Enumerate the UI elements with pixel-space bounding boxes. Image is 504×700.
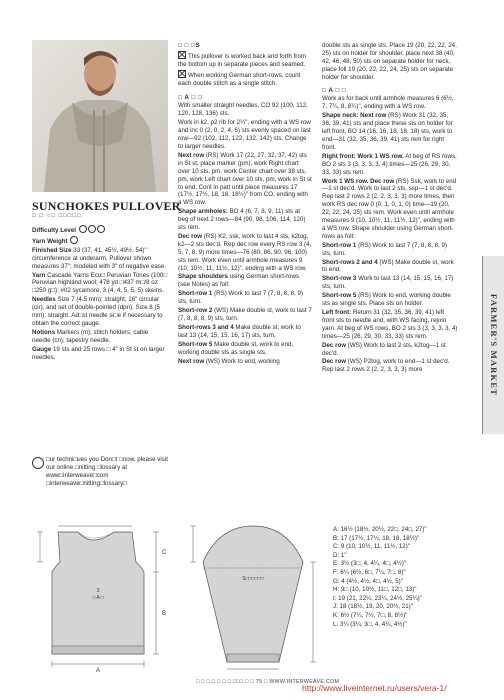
dim-b-label: B xyxy=(162,611,167,617)
notions-info: Notions Markers (m); stitch holders; cable needle (cn); tapestry needle. xyxy=(32,328,149,344)
paragraph: Next row (WS) Work to end, working xyxy=(178,357,280,365)
yarn-weight: Yarn Weight xyxy=(32,236,168,246)
glossary-note: □ur techni□ues you Don□t □now, please visit our online □nitting □lossary at www□interweave□com □interweave□nitting□lossary□ xyxy=(32,456,172,488)
legend-item: D: 1" xyxy=(333,551,347,559)
paragraph: Right front: Work 1 WS row. At beg of RS rows, BO 2 sts 3 (3, 3, 3, 3, 4) times—25 (26, 29, 30, 33, 33) sts rem. xyxy=(322,152,457,176)
body-schematic xyxy=(32,522,177,675)
measurement-legend xyxy=(333,526,473,629)
legend-item: C: 9 (10, 10½, 11, 11½, 12)" xyxy=(333,543,410,551)
paragraph: Shape armholes: BO 4 (6, 7, 8, 9, 11) sts at beg of next 2 rows—84 (90, 98, 106, 114, 120) sts rem. xyxy=(178,208,306,232)
front-heading: □ A □ □ xyxy=(322,86,347,94)
bullet-box-icon xyxy=(178,70,186,78)
paragraph: double sts as single sts. Place 19 (20, 22, 22, 24, 25) sts on holder for shoulder, place next 38 (40, 42, 46, 48, 50) sts on separate holder for neck, place foll 19 (20, 22, 22, 24, 25) sts on separate holder for shoulder. xyxy=(322,42,457,81)
paragraph: Shape neck: Next row (RS) Work 31 (32, 35, 36, 39, 41) sts and place these sts on holder for left front, BO 14 (16, 16, 18, 18, 18) sts, work to end—31 (32, 35, 36, 39, 41) sts rem for right front. xyxy=(322,112,453,151)
paragraph: Work in k2, p2 rib for 2¼", ending with a WS row and inc 0 (2, 0, 2, 4, 6) sts evenly spaced on last row—92 (102, 112, 122, 132, 142) sts. Change to larger needles. xyxy=(178,119,311,150)
legend-item: G: 4 (4½, 4½, 4□, 4½, 5)" xyxy=(333,577,403,585)
paragraph: Short-row 5 Make double st, work to end, working double sts as single sts. xyxy=(178,340,294,356)
materials-column xyxy=(32,225,168,363)
paragraph: Short-rows 3 and 4 Make double st, work to last 13 (14, 15, 15, 16, 17) sts, turn. xyxy=(178,323,301,339)
yarn-weight-icon xyxy=(69,238,78,245)
section-sidebar xyxy=(482,256,504,434)
paragraph: Work 1 WS row. Dec row (RS) Ssk, work to end—1 st dec'd. Work to last 2 sts, ssp—1 st dec'd. Rep last 2 rows 2 (2, 2, 3, 3, 3) more times, then work RS dec row 0 (0, 1, 0, 1, 0) time—19 (20, 22, 22, 24, 25) sts rem. Work even until armhole measures 9 (10, 10½, 11, 11½, 12)", ending with a WS row. Shape shoulder using German short-rows as foll: xyxy=(322,177,457,240)
finished-size: Finished Size 33 (37, 41, 45½, 49½, 54)" circumference at underarm. Pullover shown measures 37"; modeled with 3" of negative ease. xyxy=(32,246,167,270)
difficulty-icon xyxy=(78,227,105,234)
paragraph: Shape shoulders using German short-rows (see Notes) as foll: xyxy=(178,273,300,289)
dim-a-label: A xyxy=(95,668,101,674)
paragraph: Dec row (WS) Work to last 2 sts, k2tog—1 st dec'd. xyxy=(322,341,446,357)
page-footer: □ □ □ □ □ □ □ □□□ □ □ 75 □ WWW.INTERWEAVE.COM xyxy=(196,679,340,685)
paragraph: Work as for back until armhole measures 6 (6½, 7, 7¼, 8, 8¼)", ending with a WS row. xyxy=(322,95,454,111)
legend-item: J: 18 (18½, 19, 20, 20½, 21)" xyxy=(333,603,413,611)
paragraph: Short-rows 2 and 4 (WS) Make double st, work to end. xyxy=(322,258,454,274)
legend-item: K: 6½ (7¼, 7½, 7□, 8, 8½)" xyxy=(333,611,408,619)
needles-info: Needles Size 7 (4.5 mm): straight, 16" circular (cir), and set of double-pointed (dpn). Size 8 (5 mm): straight. Ad□st needle si□e if necessary to obtain the correct gauge. xyxy=(32,296,163,327)
sleeve-label: S□□□□□□ xyxy=(242,576,264,582)
legend-item: I: 19 (21, 22¼, 23¼, 24½, 25¼)" xyxy=(333,594,422,602)
paragraph: Short-row 3 Work to last 13 (14, 15, 15, 16, 17) sts, turn. xyxy=(322,275,454,291)
paragraph: Dec row (RS) K2, ssk, work to last 4 sts, k2tog, k2—2 sts dec'd. Rep dec row every RS row 3 (4, 5, 7, 8, 9) more times—76 (80, 86, 90, 96, 100) sts rem. Work even until armhole measures 9 (10, 10½, 11, 11½, 12)", ending with a WS row. xyxy=(178,232,312,272)
dim-c-label: C xyxy=(162,550,167,556)
model-photo xyxy=(32,40,168,192)
source-url[interactable]: http://www.liveinternet.ru/users/vera-1/ xyxy=(302,683,447,693)
difficulty-level: Difficulty Level xyxy=(32,225,168,235)
legend-item: A: 16½ (18½, 20½, 22□, 24□, 27)" xyxy=(333,526,427,533)
paragraph: Dec row (WS) P2tog, work to end—1 st dec'd. Rep last 2 rows 2 (2, 2, 3, 3, 3) more xyxy=(322,358,450,374)
pattern-title: SUNCHOKES PULLOVER xyxy=(32,199,181,213)
instructions-column-3 xyxy=(322,42,458,375)
back-heading: □ A □ □ xyxy=(178,93,203,101)
gauge-info: Gauge 19 sts and 25 rows □ 4" in St st on larger needles. xyxy=(32,345,165,361)
bullet-box-icon xyxy=(178,51,186,59)
yarn-info: Yarn Cascade Yarns Eco□ Peruvian Tones (100□ Peruvian highland wool; 478 yd □437 m□/8 oz □250 g□): #02 sycamore, 3 (4, 4, 5, 5, 5) skeins. xyxy=(32,271,168,295)
paragraph: Short-row 5 (RS) Work to end, working double sts as single sts. Place sts on holder. xyxy=(322,292,451,308)
note-item: When working German short-rows, count each double stitch as a single stitch. xyxy=(178,71,301,87)
instructions-column-2 xyxy=(178,42,312,366)
pattern-subtitle: □ □ ○□ □□□□□ xyxy=(32,213,82,219)
legend-item: H: 9□ (10, 10½, 11□, 12□, 13)" xyxy=(333,586,417,594)
paragraph: Left front: Return 31 (32, 35, 36, 39, 41) left front sts to needle and, with WS facing, rejoin yarn. At beg of WS rows, BO 2 sts 3 (3, 3, 3, 3, 4) times—25 (26, 29, 30, 33, 33) sts rem. xyxy=(322,309,458,340)
info-circle-icon xyxy=(32,457,44,469)
paragraph: Short-row 2 (WS) Make double st, work to last 7 (7, 8, 8, 8, 9) sts, turn. xyxy=(178,307,312,322)
legend-item: B: 17 (17½, 17½, 18, 18, 18½)" xyxy=(333,534,420,542)
schematic-center-label: 3 xyxy=(96,588,100,594)
note-item: This pullover is worked back and forth from the bottom up in separate pieces and seamed. xyxy=(178,52,306,68)
section-label: FARMER'S MARKET xyxy=(489,293,499,397)
notes-heading: □ □ □S xyxy=(178,42,201,49)
paragraph: Short-row 1 (RS) Work to last 7 (7, 8, 8, 8, 9) sts, turn. xyxy=(322,241,448,257)
legend-item: F: 6¼ (6½, 6□, 7¼, 7□, 8)" xyxy=(333,568,406,576)
legend-item: L: 3¼ (3¼, 3□, 4, 4¼, 4½)" xyxy=(333,620,407,628)
sleeve-schematic xyxy=(183,522,325,672)
paragraph: With smaller straight needles, CO 92 (100, 112, 120, 128, 136) sts. xyxy=(178,102,308,118)
paragraph: Short-row 1 (RS) Work to last 7 (7, 8, 8, 8, 9) sts, turn. xyxy=(178,290,304,306)
paragraph: Next row (RS) Work 17 (22, 27, 32, 37, 42) sts in St st, place marker (pm), work Right chart over 10 sts, pm, work Center chart over 38 sts, pm, work Left chart over 10 sts, pm, work in St st to end. Cont in patt until piece measures 17 (17½, 17½, 18, 18, 18½)" from CO, ending with a WS row. xyxy=(178,151,312,207)
schematic-sub-label: □ A □ xyxy=(92,595,104,601)
legend-item: E: 3½ (3□, 4, 4¼, 4□, 4½)" xyxy=(333,560,406,568)
